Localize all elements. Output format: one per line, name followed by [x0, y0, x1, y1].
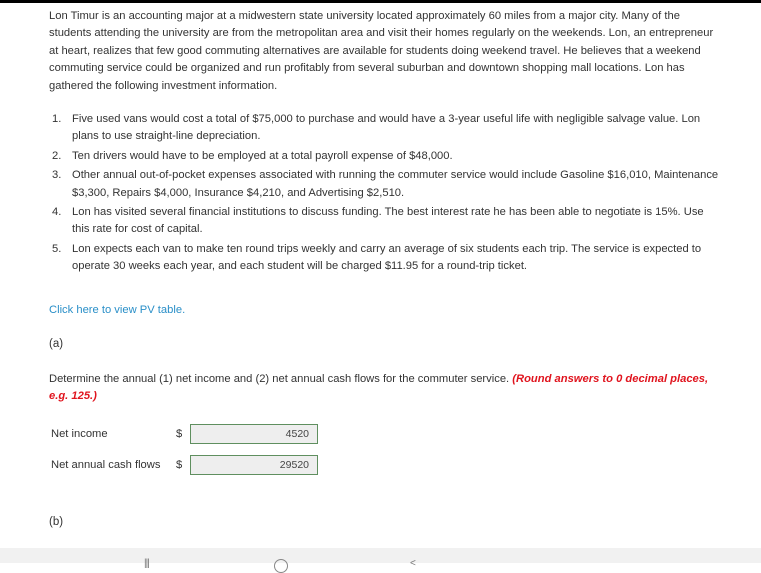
recents-icon[interactable]: |||	[144, 558, 149, 569]
net-cash-flows-label: Net annual cash flows	[51, 459, 161, 471]
home-icon[interactable]	[274, 559, 288, 573]
list-item: 4. Lon has visited several financial institutions to discuss funding. The best interest rate he has been able to negotiate is 15%. Use this rate for cost of capital.	[52, 206, 704, 236]
list-item: 3. Other annual out-of-pocket expenses associated with running the commuter service would include Gasoline $16,010, Maintenance $3,300, Repairs $4,000, Insurance $4,210, and Advertising $2,510.	[52, 169, 719, 199]
problem-content	[49, 8, 719, 278]
list-item: 2. Ten drivers would have to be employed at a total payroll expense of $48,000.	[52, 149, 453, 162]
list-item: 1. Five used vans would cost a total of $75,000 to purchase and would have a 3-year useful life with negligible salvage value. Lon plans to use straight-line depreciation.	[52, 113, 701, 143]
list-item: 5. Lon expects each van to make ten round trips weekly and carry an average of six students each trip. The service is expected to operate 30 weeks each year, and each student will be charged $11.95 for a round-trip ticket.	[52, 242, 702, 273]
intro-paragraph: Lon Timur is an accounting major at a midwestern state university located approximately 60 miles from a major city. Many of the students attending the university are from the metropolitan area and visit their homes regularly on the weekends. Lon, an entrepreneur at heart, realizes that few good commuting alternatives are available for students doing weekend travel. He believes that a weekend commuting service could be organized and run profitably from several suburban and downtown shopping mall locations. Lon has gathered the following investment information.	[49, 10, 714, 92]
question-text: Determine the annual (1) net income and (2) net annual cash flows for the commuter service.	[49, 373, 513, 385]
back-icon[interactable]: <	[410, 558, 416, 569]
net-income-input[interactable]	[190, 424, 318, 444]
net-cash-flows-input[interactable]	[190, 455, 318, 475]
part-a-label: (a)	[49, 338, 64, 350]
net-income-label: Net income	[51, 428, 108, 440]
rounding-hint: (Round answers to 0 decimal places, e.g. 125.)	[49, 373, 709, 402]
dollar-sign: $	[176, 459, 183, 471]
part-a-question	[49, 371, 719, 405]
dollar-sign: $	[176, 428, 183, 440]
top-bar	[0, 0, 761, 3]
pv-table-link[interactable]: Click here to view PV table.	[49, 304, 186, 316]
android-nav-bar	[0, 548, 761, 569]
net-income-row	[51, 424, 318, 444]
net-cash-flows-row	[51, 455, 318, 475]
investment-info-list	[49, 111, 719, 276]
part-b-label: (b)	[49, 516, 64, 528]
